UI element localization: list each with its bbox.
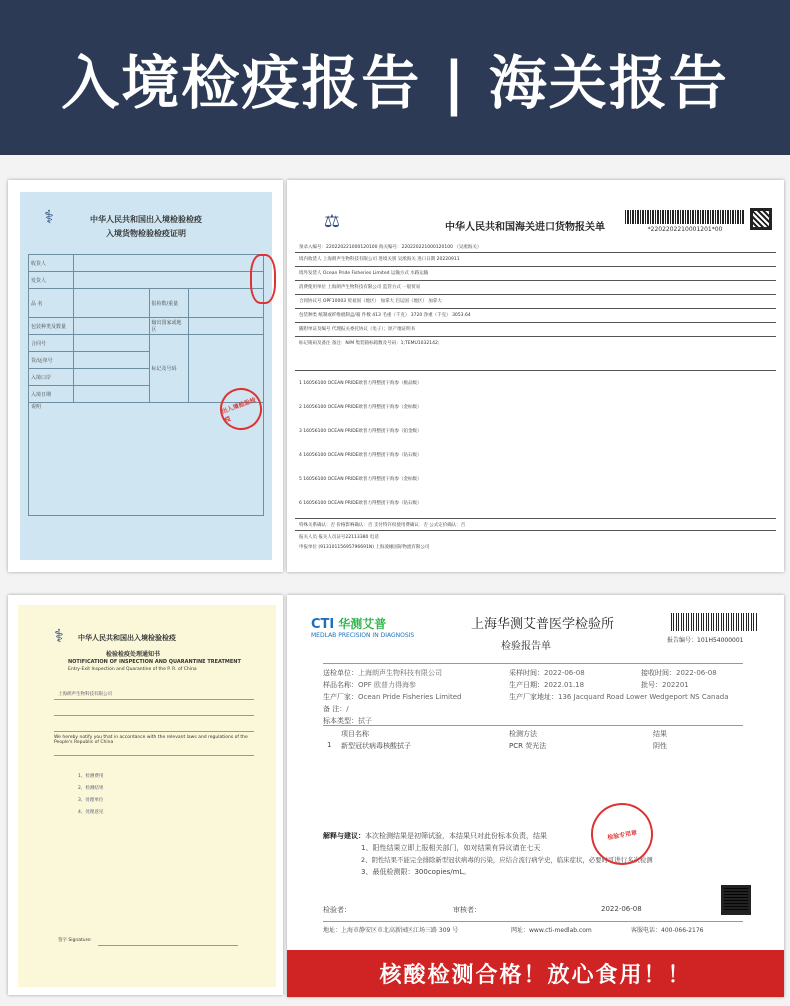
side-stamp — [250, 254, 276, 304]
maker-value: Ocean Pride Fisheries Limited — [358, 693, 462, 701]
note-label: 备 注： — [323, 705, 347, 713]
addr-label: 生产厂家地址： — [509, 693, 558, 701]
customs-row: 预录入编号：220220221000120100 海关编号：220220221000120100 （吴淞海关） — [299, 245, 482, 250]
table-header-result: 结果 — [653, 730, 667, 738]
customs-title: 中华人民共和国海关进口货物报关单 — [445, 222, 605, 233]
notice-item: 4、处理意见 — [78, 810, 104, 815]
certificate-subheading: 入境货物检验检疫证明 — [106, 229, 186, 238]
notice-english-title: NOTIFICATION OF INSPECTION AND QUARANTINE TREATMENT — [68, 659, 241, 665]
logo-chinese: 华测艾普 — [338, 617, 387, 631]
recv-label: 接收时间： — [641, 669, 676, 677]
customs-row: 包装种类 纸制或纤维板制盒/箱 件数 413 毛重（千克） 3720 净重（千克） 3053.64 — [299, 313, 471, 318]
explain-title: 解释与建议： — [323, 832, 365, 840]
batch-value: 202201 — [662, 681, 689, 689]
cert-remark: 说明 — [29, 403, 264, 516]
certificate-stamp: 出入境检验检疫 — [214, 382, 268, 436]
note-value: / — [346, 705, 349, 713]
notice-emblem-icon: ⚕ — [54, 625, 64, 647]
notice-heading: 中华人民共和国出入境检验检疫 — [78, 634, 176, 642]
row-method: PCR 荧光法 — [509, 742, 547, 750]
client-value: 上海朗声生物科技有限公司 — [358, 669, 442, 677]
notice-english-subtitle: Entry-Exit Inspection and Quarantine of the P. R. of China — [68, 667, 197, 672]
explain-note: 3、最低检测限：300copies/mL。 — [361, 868, 471, 876]
recv-value: 2022-06-08 — [676, 669, 717, 677]
row-index: 1 — [327, 741, 332, 749]
customs-row: 申报单位 (91310115695796691N) 上海凌缘国际物流有限公司 — [299, 545, 430, 550]
maker-label: 生产厂家： — [323, 693, 358, 701]
customs-row: 境外发货人 Ocean Pride Fisheries Limited 运输方式 水路运输 — [299, 271, 429, 276]
reviewer-label: 审核者： — [453, 906, 481, 914]
addr-value: 136 Jacquard Road Lower Wedgeport NS Canada — [558, 693, 729, 701]
row-result: 阴性 — [653, 742, 667, 750]
inspector-label: 检验者： — [323, 906, 351, 914]
explain-text: 本次检测结果是初筛试验，本结果只对此份标本负责，结果 — [365, 832, 547, 840]
cert-row-label: 包装种类及数量 — [29, 318, 74, 335]
batch-label: 批号： — [641, 681, 662, 689]
customs-item-row: 5 16056100 OCEAN PRIDE欧普力得整团干海参（金标级） — [299, 477, 422, 482]
report-date: 2022-06-08 — [601, 905, 642, 913]
customs-barcode-text: *2202202210001201*00 — [647, 226, 723, 233]
notice-consignee: 上海朗声生物科技有限公司 — [58, 692, 112, 697]
explain-note: 1、阳性结果立即上报相关部门，如对结果有异议请在七天 — [361, 844, 541, 852]
cert-row-label: 入境口岸 — [29, 369, 74, 386]
lab-website: 网址：www.cti-medlab.com — [511, 927, 592, 934]
customs-row: 消费使用单位 上海朗声生物科技有限公司 监管方式 一般贸易 — [299, 285, 421, 290]
notice-item: 2、检测结果 — [78, 786, 104, 791]
specimen-type-value: 拭子 — [358, 717, 372, 725]
notice-document — [18, 605, 276, 987]
quarantine-notice-panel — [8, 595, 283, 995]
banner-title: 入境检疫报告 | 海关报告 — [61, 48, 729, 117]
customs-barcode — [625, 210, 745, 224]
customs-item-row: 3 16056100 OCEAN PRIDE欧普力得整团干海参（铂金级） — [299, 429, 422, 434]
certificate-table — [28, 254, 264, 516]
notice-item: 3、处理单位 — [78, 798, 104, 803]
lab-logo — [311, 613, 414, 639]
notice-body: We hereby notify you that in accordance with the relevant laws and regulations of the People's Republic of China — [54, 735, 248, 745]
notice-item: 1、检测费用 — [78, 774, 104, 779]
cert-row-label: 货/运单号 — [29, 352, 74, 369]
emblem-icon: ⚕ — [44, 206, 54, 228]
customs-item-row: 1 16056100 OCEAN PRIDE欧普力得整团干海参（极品级） — [299, 381, 422, 386]
cert-row-label: 报检数/重量 — [149, 289, 188, 318]
report-number: 报告编号：101H54000001 — [667, 637, 744, 644]
cert-row-label: 发货人 — [29, 272, 74, 289]
lab-subtitle: 检验报告单 — [501, 641, 551, 652]
collect-label: 采样时间： — [509, 669, 544, 677]
table-header-method: 检测方法 — [509, 730, 537, 738]
customs-row: 标记唛码及备注 备注：N/M 集装箱标箱数及号码：1;TEMU1032142; — [299, 341, 440, 346]
inspection-certificate-panel — [8, 180, 283, 572]
lab-title: 上海华测艾普医学检验所 — [471, 617, 615, 632]
lab-report-document — [301, 603, 771, 981]
customs-qr-icon — [750, 208, 772, 230]
lab-hotline: 客服电话：400-066-2176 — [631, 927, 704, 934]
lab-stamp: 检验专用章 — [586, 798, 658, 870]
certificate-document — [20, 192, 272, 560]
customs-item-row: 4 16056100 OCEAN PRIDE欧普力得整团干海参（钻石级） — [299, 453, 422, 458]
customs-row: 境内收货人 上海朗声生物科技有限公司 进境关别 吴淞海关 进口日期 20220911 — [299, 257, 460, 262]
customs-row: 随附单证及编号 代理报关委托协议（电子）；原产地证明书 — [299, 327, 416, 332]
logo-tagline: MEDLAB PRECISION IN DIAGNOSIS — [311, 632, 415, 639]
customs-item-row: 6 16056100 OCEAN PRIDE欧普力得整团干海参（钻石级） — [299, 501, 422, 506]
customs-document — [295, 200, 776, 552]
table-header-item: 项目名称 — [341, 730, 369, 738]
lab-address: 地址：上海市静安区市北高新园区江场三路 309 号 — [323, 927, 459, 934]
sample-name-value: OPF 欧普力得海参 — [358, 681, 416, 689]
cert-row-label: 合同号 — [29, 335, 74, 352]
customs-item-row: 2 16056100 OCEAN PRIDE欧普力得整团干海参（金标级） — [299, 405, 422, 410]
notice-signature-label: 签字 Signature: — [58, 938, 92, 943]
certificate-heading: 中华人民共和国出入境检验检疫 — [90, 215, 202, 224]
customs-emblem-icon: ⚖ — [323, 210, 341, 232]
customs-row: 合同协议号 OPF10003 贸易国（地区） 加拿大 启运国（地区） 加拿大 — [299, 299, 442, 304]
client-label: 送检单位： — [323, 669, 358, 677]
prod-date-label: 生产日期： — [509, 681, 544, 689]
customs-row: 特殊关系确认：否 价格影响确认：否 支付特许权使用费确认：否 公式定价确认：否 — [299, 523, 466, 528]
footer-slogan: 核酸检测合格！放心食用！！ — [287, 950, 784, 997]
customs-row: 报关人员 报关人员证号22113380 电话 — [299, 535, 379, 540]
header-banner — [0, 0, 790, 155]
lab-qr-icon — [721, 885, 751, 915]
sample-name-label: 样品名称： — [323, 681, 358, 689]
lab-report-panel — [287, 595, 784, 997]
cert-row-label: 标记及号码 — [149, 335, 188, 403]
logo-cti: CTI — [311, 617, 335, 632]
explain-note: 2、阴性结果不能完全排除新型冠状病毒的污染，应结合流行病学史，临床症状，必要时可进行多次检测 — [361, 856, 653, 864]
notice-subheading: 检验检疫处理通知书 — [106, 651, 161, 658]
lab-barcode — [671, 613, 757, 631]
prod-date-value: 2022.01.18 — [544, 681, 585, 689]
row-item: 新型冠状病毒核酸拭子 — [341, 742, 411, 750]
cert-row-label: 品 名 — [29, 289, 74, 318]
cert-row-label: 入境日期 — [29, 386, 74, 403]
specimen-type-label: 标本类型： — [323, 717, 358, 725]
customs-declaration-panel — [287, 180, 784, 572]
cert-row-label: 收货人 — [29, 255, 74, 272]
cert-row-label: 输出国家或地区 — [149, 318, 188, 335]
collect-value: 2022-06-08 — [544, 669, 585, 677]
